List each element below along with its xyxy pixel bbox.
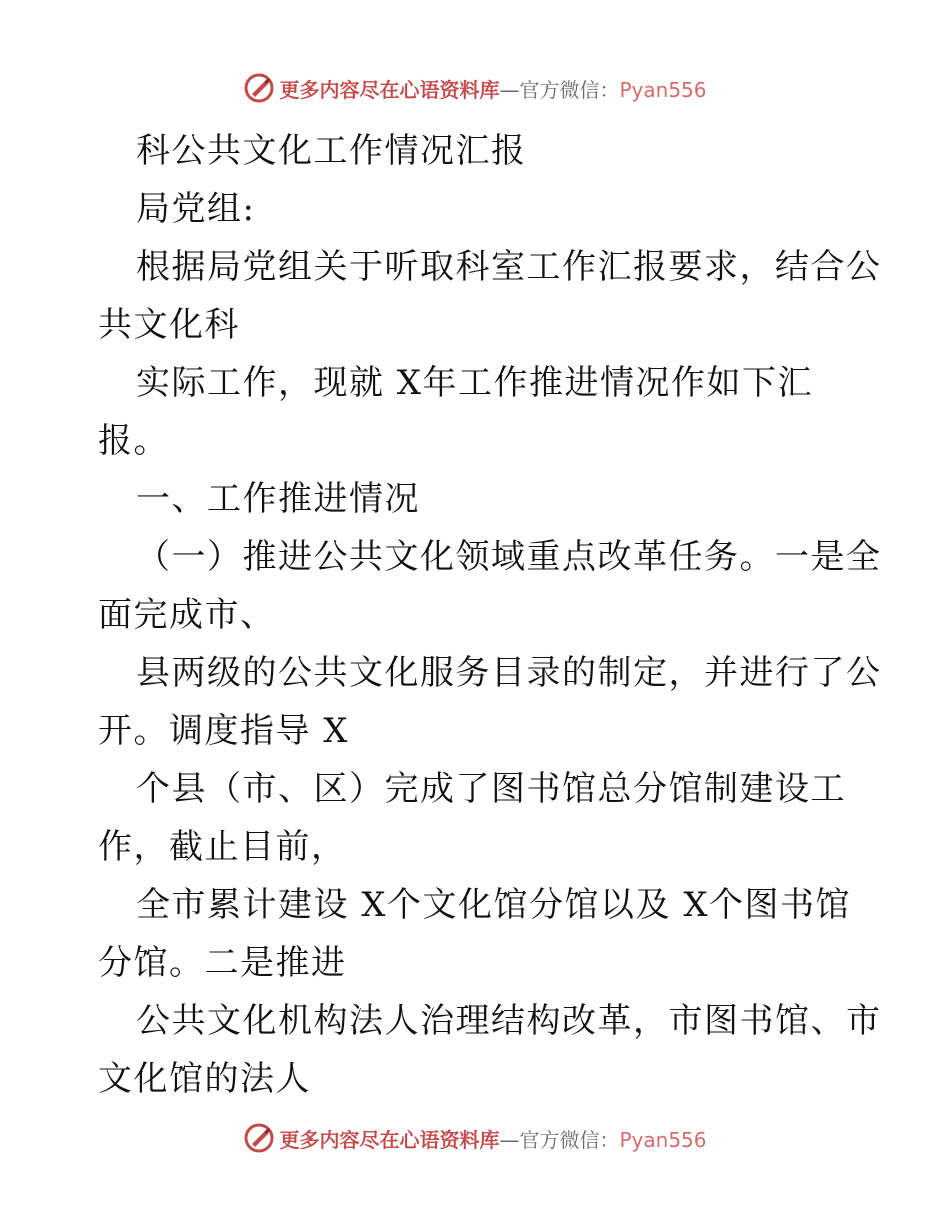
watermark-brand: 更多内容尽在心语资料库 <box>279 77 500 102</box>
document-line: 面完成市、 <box>98 595 276 635</box>
document-line: 共文化科 <box>98 305 240 345</box>
document-body <box>98 122 882 1108</box>
watermark-text <box>279 1124 706 1153</box>
document-line: （一）推进公共文化领域重点改革任务。一是全 <box>136 537 882 577</box>
footer-watermark <box>0 1122 950 1154</box>
document-line: 文化馆的法人 <box>98 1059 311 1099</box>
document-line: 个县（市、区）完成了图书馆总分馆制建设工 <box>136 769 846 809</box>
document-line: 全市累计建设 X个文化馆分馆以及 X个图书馆 <box>136 885 852 925</box>
document-line: 一、工作推进情况 <box>136 479 420 519</box>
document-line: 作，截止目前， <box>98 827 347 867</box>
circular-pen-logo-icon <box>243 72 275 104</box>
document-line: 根据局党组关于听取科室工作汇报要求，结合公 <box>136 247 882 287</box>
document-line: 局党组: <box>136 189 256 229</box>
document-line: 分馆。二是推进 <box>98 943 347 983</box>
watermark-wechat-id: Pyan556 <box>619 77 707 102</box>
document-line: 县两级的公共文化服务目录的制定，并进行了公 <box>136 653 882 693</box>
document-line: 开。调度指导 X <box>98 711 350 751</box>
watermark-brand: 更多内容尽在心语资料库 <box>279 1127 500 1152</box>
watermark-text <box>279 74 706 103</box>
document-line: 报。 <box>98 421 169 461</box>
circular-pen-logo-icon <box>243 1122 275 1154</box>
watermark-official: —官方微信： <box>499 77 620 102</box>
document-line: 公共文化机构法人治理结构改革，市图书馆、市 <box>136 1001 882 1041</box>
document-line: 实际工作，现就 X年工作推进情况作如下汇 <box>136 363 814 403</box>
watermark-wechat-id: Pyan556 <box>619 1127 707 1152</box>
document-line: 科公共文化工作情况汇报 <box>136 131 527 171</box>
header-watermark <box>0 72 950 104</box>
watermark-official: —官方微信： <box>499 1127 620 1152</box>
